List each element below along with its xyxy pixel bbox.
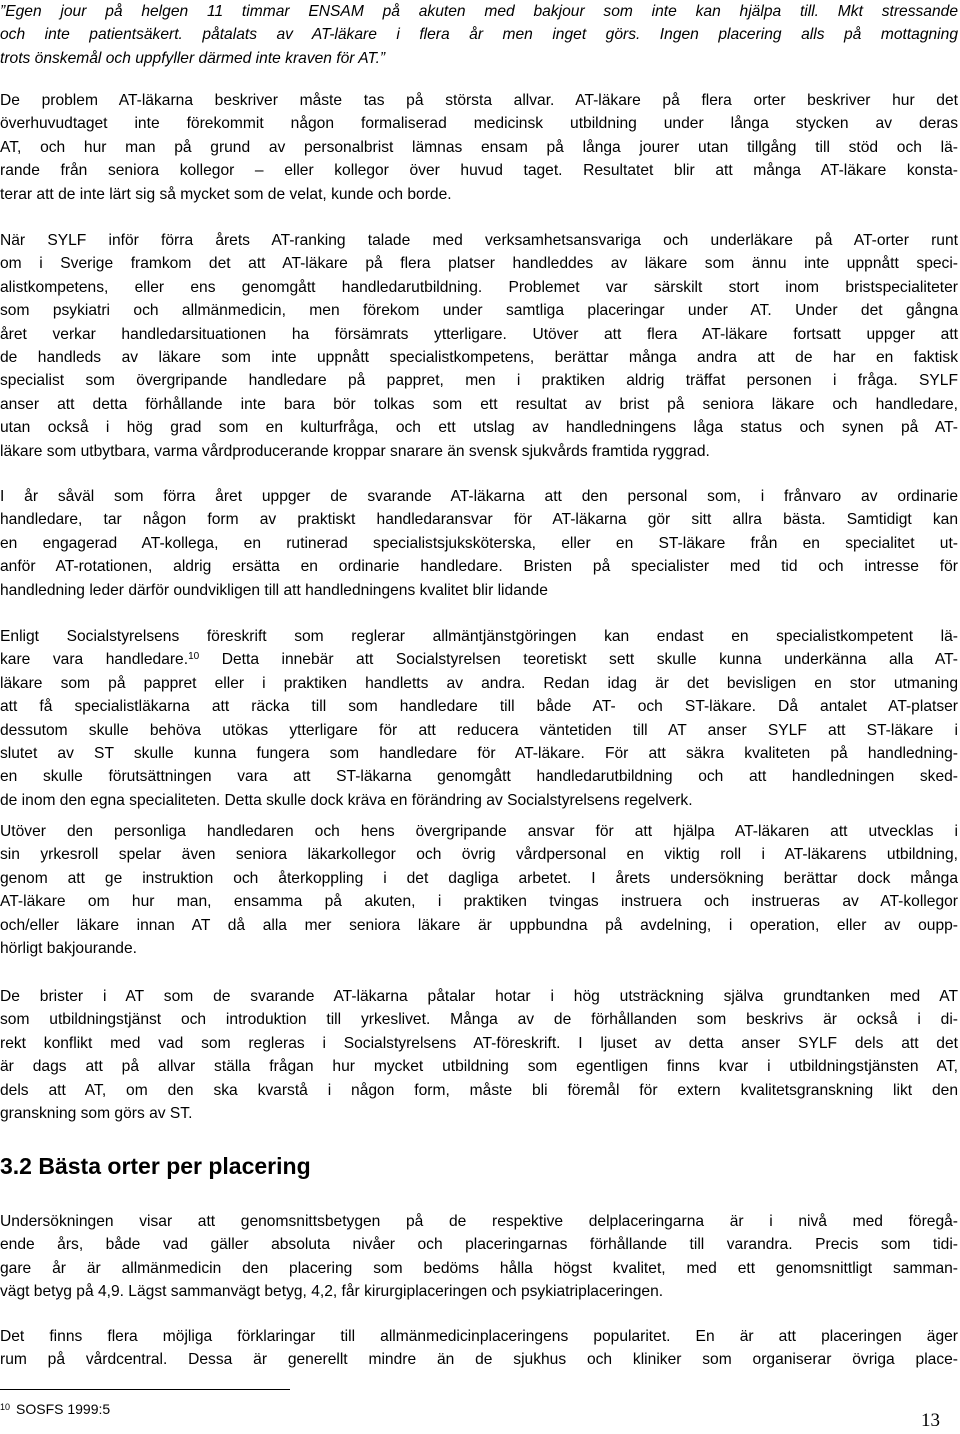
paragraph-line: slutet av ST skulle kunna fungera som handledare för AT-läkare. För att säkra kvaliteten på handledning-	[0, 745, 958, 763]
paragraph	[0, 229, 958, 463]
paragraph-line: Enligt Socialstyrelsens föreskrift som reglerar allmäntjänstgöringen kan endast en specialistkompetent lä-	[0, 628, 958, 645]
paragraph-line: handledning leder därför oundvikligen till att handledningens kvalitet blir lidande	[0, 581, 548, 599]
paragraph-line: året verkar handledarsituationen ha försämrats ytterligare. Utöver att flera AT-läkare fortsatt uppger att	[0, 325, 958, 343]
paragraph-line: granskning som görs av ST.	[0, 1105, 193, 1123]
paragraph-line: handledare, tar någon form av praktiskt handledaransvar för AT-läkarna gör sitt allra bästa. Samtidigt kan	[0, 511, 958, 529]
paragraph-line: genom att ge instruktion och återkoppling i det dagliga arbetet. I årets undersökning berättar dock många	[0, 869, 958, 887]
page-number: 13	[921, 1410, 940, 1431]
paragraph-line: ende års, både vad gäller absoluta nivåer och placeringarnas förhållande till varandra. Precis som tidi-	[0, 1236, 958, 1254]
paragraph-line-start: kare vara handledare.	[0, 651, 189, 669]
footnote-text: SOSFS 1999:5	[16, 1401, 111, 1417]
paragraph-line: De problem AT-läkarna beskriver måste tas på största allvar. AT-läkare på flera orter beskriver hur det	[0, 92, 958, 109]
paragraph-line: anför AT-rotationen, aldrig ersätta en ordinarie handledare. Bristen på specialister med tid och intresse för	[0, 558, 958, 576]
paragraph-line: en skulle förutsättningen vara att ST-läkarna genomgått handledarutbildning och att handledningen sked-	[0, 768, 958, 786]
paragraph-line: dessutom skulle behöva utökas ytterligare för att reducera väntetiden till AT anser SYLF att ST-läkare i	[0, 721, 958, 739]
paragraph	[0, 1210, 958, 1304]
footnote-number: 10	[0, 1402, 11, 1412]
paragraph-line: anser att detta förhållande inte bara bör tolkas som ett resultat av brist på seniora läkare och handledare,	[0, 395, 958, 413]
paragraph-line: specialist som övergripande handledare på pappret, men i praktiken aldrig träffat personen i fråga. SYLF	[0, 372, 958, 390]
paragraph-line: sin yrkesroll spelar även seniora läkarkollegor och övrig vårdpersonal en viktig roll i AT-läkarens utbildning,	[0, 846, 958, 864]
paragraph-line: att få specialistläkarna att räcka till som handledare till både AT- och ST-läkare. Då antalet AT-platser	[0, 698, 958, 716]
paragraph-line	[0, 648, 958, 671]
paragraph	[0, 485, 958, 602]
paragraph-line: terar att de inte lärt sig så mycket som de velat, kunde och borde.	[0, 185, 452, 203]
paragraph-line: en engagerad AT-kollega, en rutinerad specialistsjuksköterska, eller en ST-läkare från en specialitet ut-	[0, 534, 958, 552]
respondent-quote	[0, 0, 958, 70]
paragraph-line: alistkompetens, eller ens genomgått handledarutbildning. Problemet var särskilt stort inom bristspecialiteter	[0, 278, 958, 296]
paragraph	[0, 820, 958, 960]
paragraph	[0, 985, 958, 1125]
paragraph-line: om i Sverige framkom det att AT-läkare på flera platser handleddes av läkare som ännu inte uppnått speci-	[0, 255, 958, 273]
paragraph-line: är dags att på allvar ställa frågan hur mycket utbildning som egentligen finns kvar i utbildningstjänsten AT,	[0, 1058, 958, 1076]
paragraph-line: Utöver den personliga handledaren och hens övergripande ansvar för att hjälpa AT-läkaren att utvecklas i	[0, 823, 958, 840]
paragraph-line: överhuvudtaget inte förekommit någon formaliserad medicinsk utbildning under långa stycken av deras	[0, 115, 958, 133]
paragraph-line: AT, och hur man på grund av personalbrist lämnas ensam på långa jourer utan tillgång till stöd och lä-	[0, 138, 958, 156]
paragraph-line: som psykiatri och allmänmedicin, men förekom under samtliga placeringar under AT. Under det gångna	[0, 302, 958, 320]
paragraph-line: rum på vårdcentral. Dessa är generellt mindre än de sjukhus och kliniker som organiserar övriga place-	[0, 1351, 958, 1369]
paragraph-line: och/eller läkare innan AT då alla mer seniora läkare är uppbundna på avdelning, i operation, eller av oupp-	[0, 916, 958, 934]
footnote	[0, 1400, 110, 1418]
paragraph-line: som utbildningstjänst och introduktion till yrkeslivet. Många av de förhållanden som beskrivs är också i di-	[0, 1011, 958, 1029]
paragraph-line: vägt betyg på 4,9. Lägst sammanvägt betyg, 4,2, får kirurgiplaceringen och psykiatriplaceringen.	[0, 1283, 664, 1301]
paragraph	[0, 89, 958, 206]
paragraph	[0, 625, 958, 812]
paragraph-line: hörligt bakjourande.	[0, 940, 137, 958]
paragraph-line: läkare som på pappret eller i praktiken handletts av andra. Redan idag är det bevisligen en stor utmaning	[0, 674, 958, 692]
paragraph-line: läkare som utbytbara, varma vårdproducerande kroppar snarare än svensk sjukvårds framtida ryggrad.	[0, 442, 710, 460]
quote-line: ”Egen jour på helgen 11 timmar ENSAM på akuten med bakjour som inte kan hjälpa till. Mkt stressande	[0, 3, 958, 20]
paragraph-line: de handleds av läkare som inte uppnått specialistkompetens, berättar många andra att de har en faktisk	[0, 349, 958, 367]
paragraph-line: När SYLF inför förra årets AT-ranking talade med verksamhetsansvariga och underläkare på AT-orter runt	[0, 232, 958, 249]
paragraph	[0, 1325, 958, 1372]
paragraph-line: Undersökningen visar att genomsnittsbetygen på de respektive delplaceringarna är i nivå med föregå-	[0, 1213, 958, 1230]
paragraph-line: Det finns flera möjliga förklaringar till allmänmedicinplaceringens popularitet. En är att placeringen äger	[0, 1328, 958, 1345]
paragraph-line: I år såväl som förra året uppger de svarande AT-läkarna att den personal som, i frånvaro av ordinarie	[0, 488, 958, 505]
footnote-separator	[0, 1389, 290, 1390]
paragraph-line: De brister i AT som de svarande AT-läkarna påtalar hotar i hög utsträckning själva grundtanken med AT	[0, 988, 958, 1005]
paragraph-line: gare år är allmänmedicin den placering som bedöms hålla högst kvalitet, med ett genomsnittligt samman-	[0, 1259, 958, 1277]
paragraph-line: rekt konflikt med vad som regleras i Socialstyrelsens AT-föreskrift. I ljuset av detta anser SYLF dels att det	[0, 1034, 958, 1052]
footnote-reference[interactable]: 10	[188, 651, 200, 663]
quote-line: och inte patientsäkert. påtalats av AT-läkare i flera år men inget görs. Ingen placering alls på mottagning	[0, 26, 958, 44]
section-heading: 3.2 Bästa orter per placering	[0, 1153, 311, 1179]
paragraph-line-end: Detta innebär att Socialstyrelsen teoretiskt sett skulle kunna underkänna alla AT-	[199, 651, 958, 669]
paragraph-line: AT-läkare om hur man, ensamma på akuten, i praktiken tvingas instruera och instrueras av AT-kollegor	[0, 893, 958, 911]
paragraph-line: rande från seniora kollegor – eller kollegor över huvud taget. Resultatet blir att många AT-läkare konsta-	[0, 162, 958, 180]
paragraph-line: de inom den egna specialiteten. Detta skulle dock kräva en förändring av Socialstyrelsens regelverk.	[0, 791, 693, 809]
paragraph-line: dels att AT, om den ska kvarstå i någon form, måste bli föremål för extern kvalitetsgranskning likt den	[0, 1081, 958, 1099]
quote-line: trots önskemål och uppfyller därmed inte kraven för AT.”	[0, 49, 386, 67]
paragraph-line: utan också i hög grad som en kulturfråga, och ett utslag av handledningens låga status och synen på AT-	[0, 419, 958, 437]
